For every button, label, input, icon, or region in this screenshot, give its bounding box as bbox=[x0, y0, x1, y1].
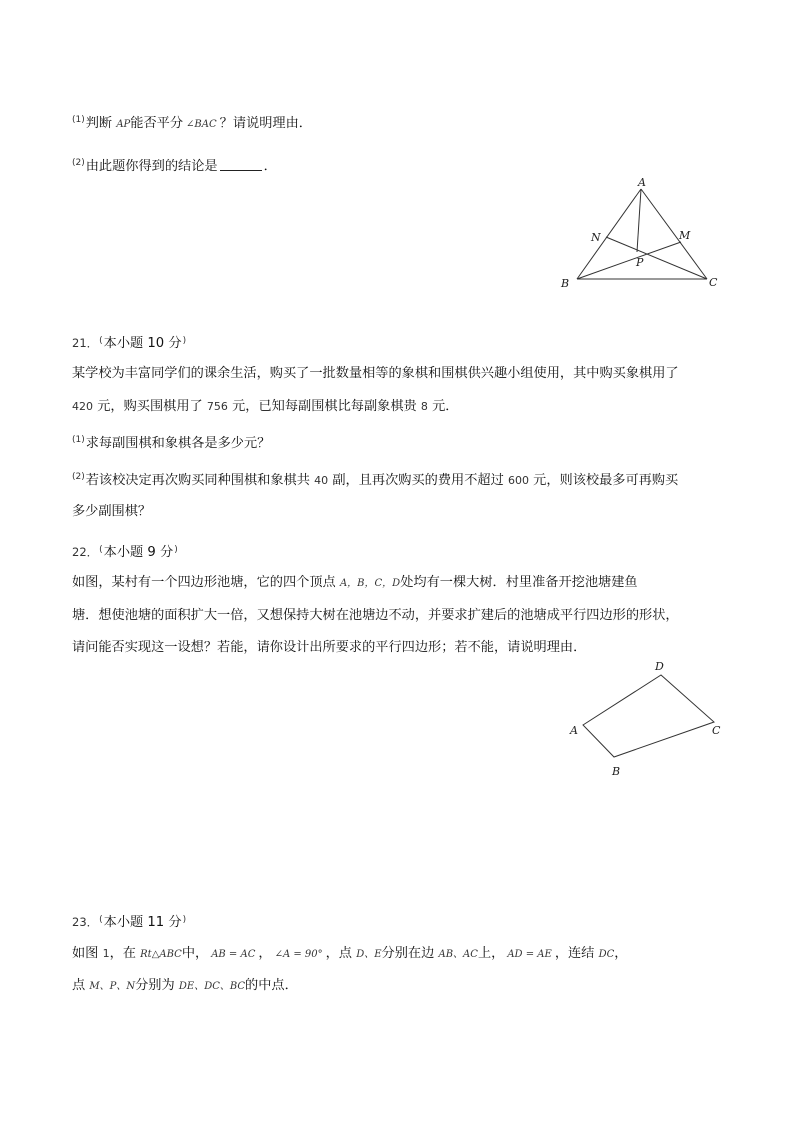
text: 分别在边 bbox=[381, 946, 439, 961]
q23-paragraph-2 bbox=[72, 977, 298, 996]
q21-sub1-number: (1) bbox=[72, 435, 85, 445]
q20-sub2-line bbox=[72, 154, 277, 176]
score-label: 本小题 9 分 bbox=[103, 545, 174, 560]
question-number: 22． bbox=[72, 545, 99, 559]
quadrilateral-abcd bbox=[583, 675, 714, 757]
text: ， bbox=[258, 946, 272, 961]
math-expression: AD = AE bbox=[507, 949, 552, 960]
number: 420 bbox=[72, 400, 93, 413]
q22-paragraph-2: 塘．想使池塘的面积扩大一倍，又想保持大树在池塘边不动，并要求扩建后的池塘成平行四边形的形状， bbox=[72, 608, 679, 623]
paren: ) bbox=[174, 545, 178, 555]
label-b: B bbox=[561, 277, 570, 290]
text: 分别为 bbox=[135, 978, 179, 993]
label-a: A bbox=[570, 724, 578, 737]
quadrilateral-figure bbox=[562, 655, 732, 785]
text: ，在 bbox=[109, 946, 141, 961]
label-n: N bbox=[591, 231, 601, 244]
text: 元，则该校最多可再购买 bbox=[528, 473, 679, 488]
text: 元． bbox=[427, 399, 459, 414]
text: 点 bbox=[72, 978, 90, 993]
label-c: C bbox=[709, 276, 718, 289]
text: ，连结 bbox=[554, 946, 599, 961]
math-expression: DE、DC、BC bbox=[178, 981, 246, 992]
q21-paragraph-2 bbox=[72, 398, 458, 416]
paren: ( bbox=[99, 336, 103, 346]
text: 的中点． bbox=[245, 978, 298, 993]
q22-paragraph-1 bbox=[72, 574, 638, 593]
vertex-list: A，B，C，D bbox=[339, 578, 401, 589]
label-p: P bbox=[636, 256, 644, 269]
question-number: 23． bbox=[72, 915, 99, 929]
number: 600 bbox=[507, 474, 529, 487]
q20-sub2-text: ． bbox=[263, 159, 277, 174]
q22-heading bbox=[72, 541, 179, 562]
math-expression: D、E bbox=[356, 949, 382, 960]
q20-sub2-number: (2) bbox=[72, 158, 85, 168]
label-m: M bbox=[679, 229, 691, 242]
triangle-figure bbox=[555, 172, 735, 297]
q21-sub2-line bbox=[72, 468, 678, 490]
text: 若该校决定再次购买同种围棋和象棋共 bbox=[85, 473, 315, 488]
segment-bm bbox=[577, 242, 681, 279]
label-a: A bbox=[638, 176, 646, 189]
label-c: C bbox=[712, 724, 721, 737]
number: 40 bbox=[314, 474, 329, 487]
q21-sub2-number: (2) bbox=[72, 472, 85, 482]
answer-blank bbox=[220, 158, 262, 171]
number: 1 bbox=[102, 947, 110, 960]
math-expression: AB、AC bbox=[438, 949, 478, 960]
q22-paragraph-3: 请问能否实现这一设想？若能，请你设计出所要求的平行四边形；若不能，请说明理由． bbox=[72, 640, 587, 655]
question-number: 21． bbox=[72, 336, 99, 350]
q20-sub1-number: (1) bbox=[72, 115, 85, 125]
math-expression: DC bbox=[598, 949, 615, 960]
q20-sub1-segment: AP bbox=[116, 119, 131, 130]
q20-sub1-angle: ∠BAC bbox=[186, 119, 217, 130]
q21-paragraph-1: 某学校为丰富同学们的课余生活，购买了一批数量相等的象棋和围棋供兴趣小组使用，其中购买象棋用了 bbox=[72, 366, 679, 381]
text: 上， bbox=[477, 946, 505, 961]
text: ，点 bbox=[325, 946, 357, 961]
paren: ( bbox=[99, 915, 103, 925]
q23-paragraph-1 bbox=[72, 945, 627, 964]
number: 8 bbox=[420, 400, 428, 413]
q20-sub1-line bbox=[72, 111, 312, 134]
text: 元，已知每副围棋比每副象棋贵 bbox=[227, 399, 421, 414]
text: 如图 bbox=[72, 946, 103, 961]
q21-sub1-text: 求每副围棋和象棋各是多少元？ bbox=[85, 436, 271, 451]
label-d: D bbox=[655, 660, 664, 673]
q20-sub1-text: 能否平分 bbox=[130, 116, 184, 131]
paren: ( bbox=[99, 545, 103, 555]
q21-sub1-line bbox=[72, 431, 270, 453]
text: 元，购买围棋用了 bbox=[93, 399, 207, 414]
q20-sub1-text: ？请说明理由． bbox=[219, 116, 312, 131]
math-expression: Rt△ABC bbox=[140, 949, 182, 960]
edge-ab bbox=[577, 189, 641, 279]
text: ， bbox=[614, 946, 628, 961]
label-b: B bbox=[612, 765, 621, 778]
math-expression: ∠A = 90° bbox=[274, 949, 323, 960]
q23-heading bbox=[72, 911, 187, 932]
text: 处均有一棵大树．村里准备开挖池塘建鱼 bbox=[400, 575, 638, 590]
paren: ) bbox=[182, 336, 187, 346]
text: 如图，某村有一个四边形池塘，它的四个顶点 bbox=[72, 575, 340, 590]
score-label: 本小题 10 分 bbox=[103, 336, 182, 351]
segment-ap bbox=[637, 189, 641, 252]
score-label: 本小题 11 分 bbox=[103, 915, 182, 930]
text: 中， bbox=[181, 946, 209, 961]
paren: ) bbox=[182, 915, 187, 925]
q20-sub2-text: 由此题你得到的结论是 bbox=[85, 159, 218, 174]
q20-sub1-text: 判断 bbox=[85, 116, 117, 131]
number: 756 bbox=[206, 400, 228, 413]
math-expression: M、P、N bbox=[89, 981, 136, 992]
q21-heading bbox=[72, 332, 187, 353]
math-expression: AB = AC bbox=[211, 949, 256, 960]
q21-sub2-continuation: 多少副围棋？ bbox=[72, 504, 152, 519]
text: 副，且再次购买的费用不超过 bbox=[328, 473, 508, 488]
